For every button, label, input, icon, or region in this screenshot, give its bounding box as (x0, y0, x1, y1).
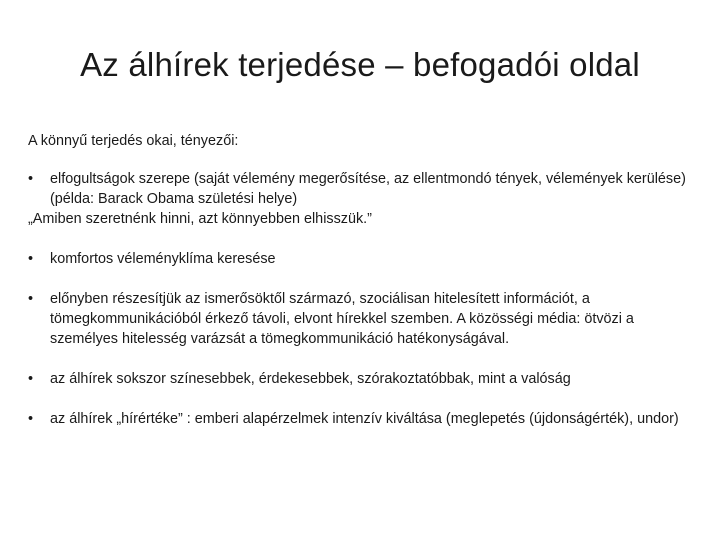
bullet-text: komfortos véleményklíma keresése (50, 251, 276, 267)
bullet-item-acquaintances (28, 289, 700, 349)
bullet-item-colorful (28, 369, 700, 389)
bullet-marker: • (28, 411, 34, 427)
bullet-text: előnyben részesítjük az ismerősöktől származó, szociálisan hitelesített információt, a tömegkommunikációból érkező távoli, elvont hírekkel szemben. A közösségi média: ötvözi a személyes hitelesség varázsát a tömegkommunikáció hatékonyságával. (50, 291, 634, 347)
bullet-text: az álhírek „hírértéke” : emberi alapérzelmek intenzív kiváltása (meglepetés (újdonságérték), undor) (50, 411, 679, 427)
slide-title: Az álhírek terjedése – befogadói oldal (80, 46, 640, 83)
bullet-item-news-value (28, 409, 700, 429)
slide-content (28, 131, 700, 429)
bullet-text: az álhírek sokszor színesebbek, érdekesebbek, szórakoztatóbbak, mint a valóság (50, 371, 571, 387)
bullet-marker: • (28, 291, 34, 307)
bullet-marker: • (28, 251, 34, 267)
bullet-marker: • (28, 371, 34, 387)
bullet-item-biases (28, 169, 700, 209)
slide-subtitle: A könnyű terjedés okai, tényezői: (28, 133, 239, 149)
bullet-text: elfogultságok szerepe (saját vélemény megerősítése, az ellentmondó tények, vélemények kerülése) (példa: Barack Obama születési helye) (50, 171, 686, 207)
quote-text: „Amiben szeretnénk hinni, azt könnyebben elhisszük.” (28, 211, 372, 227)
bullet-marker: • (28, 171, 34, 187)
bullet-item-comfort-climate (28, 249, 700, 269)
